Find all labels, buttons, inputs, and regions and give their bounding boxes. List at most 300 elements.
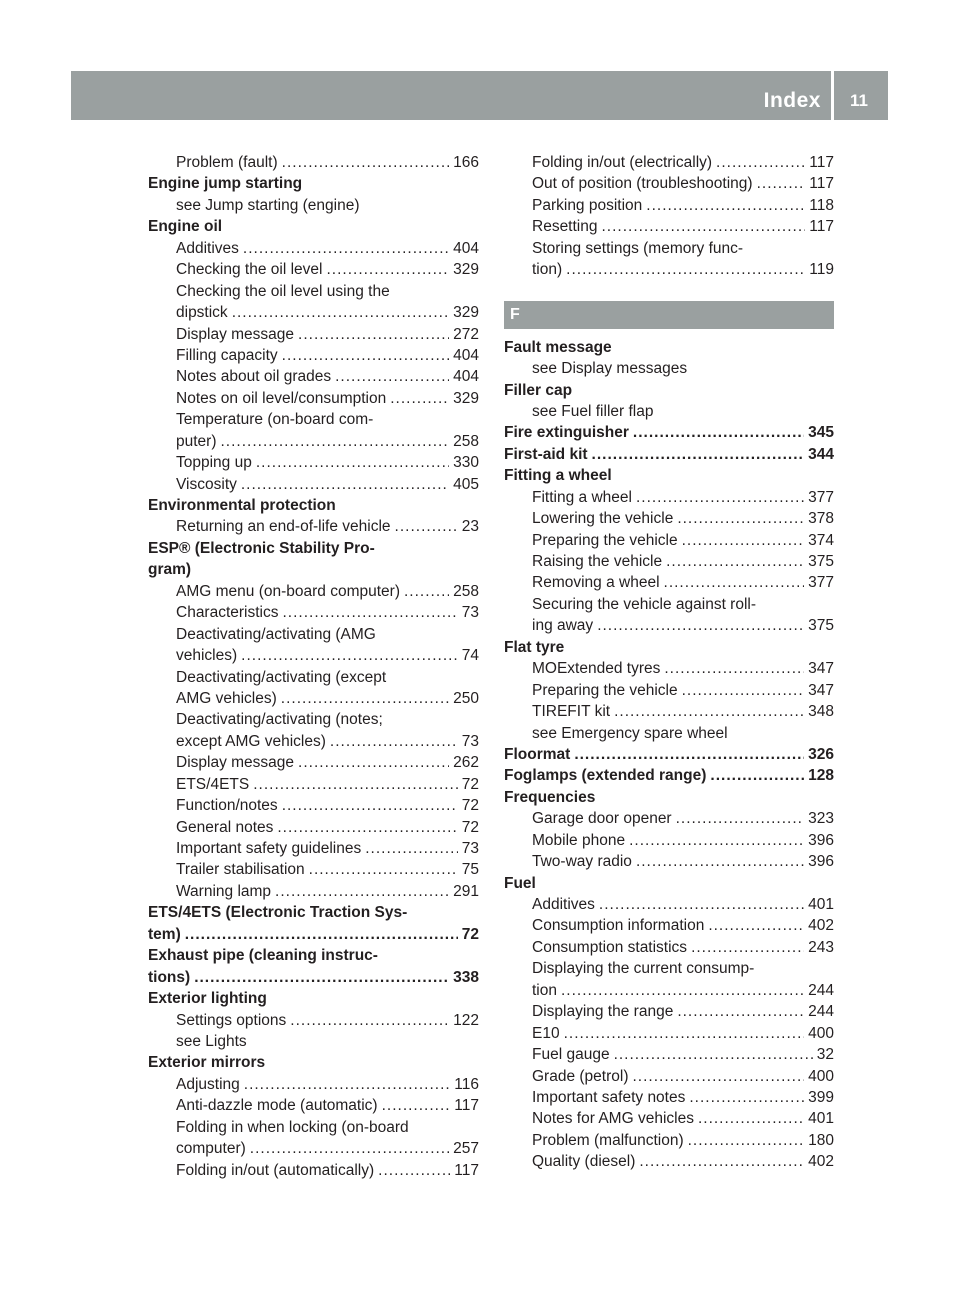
page-reference[interactable]: 347 bbox=[808, 681, 834, 699]
index-heading bbox=[148, 1052, 479, 1073]
entry-label: Raising the vehicle bbox=[532, 553, 663, 570]
entry-label: Checking the oil level bbox=[176, 261, 323, 279]
entry-label: Checking the oil level using the bbox=[176, 282, 390, 300]
page-reference[interactable]: 122 bbox=[453, 1011, 479, 1029]
entry-label: Important safety notes bbox=[532, 1088, 686, 1106]
entry-label: Problem (malfunction) bbox=[532, 1131, 684, 1149]
page-reference[interactable]: 348 bbox=[808, 703, 834, 721]
dot-leader bbox=[601, 216, 805, 237]
dot-leader bbox=[382, 1095, 451, 1116]
page-reference[interactable]: 116 bbox=[454, 1075, 479, 1093]
page-reference[interactable]: 402 bbox=[808, 1153, 834, 1171]
index-heading bbox=[504, 873, 834, 894]
dot-leader bbox=[666, 551, 804, 572]
page-reference[interactable]: 73 bbox=[461, 840, 479, 857]
header-title: Index bbox=[763, 89, 821, 112]
entry-label: Frequencies bbox=[504, 788, 596, 806]
page-reference[interactable]: 128 bbox=[808, 767, 834, 785]
dot-leader bbox=[566, 259, 805, 280]
entry-label: Fire extinguisher bbox=[504, 424, 629, 442]
index-entry[interactable] bbox=[504, 701, 834, 722]
index-entry bbox=[148, 1117, 479, 1138]
dot-leader bbox=[365, 838, 458, 859]
entry-label: Storing settings (memory func- bbox=[532, 239, 744, 257]
entry-label: Securing the vehicle against roll- bbox=[532, 595, 757, 613]
page-reference[interactable]: 375 bbox=[808, 617, 834, 635]
entry-label: gram) bbox=[148, 561, 192, 579]
index-heading bbox=[148, 495, 479, 516]
page-reference[interactable]: 75 bbox=[461, 861, 479, 879]
index-entry[interactable] bbox=[148, 859, 479, 880]
dot-leader bbox=[689, 1087, 804, 1108]
dot-leader bbox=[256, 452, 449, 473]
dot-leader bbox=[283, 602, 458, 623]
entry-label: Fuel gauge bbox=[532, 1046, 610, 1064]
index-entry bbox=[504, 723, 834, 744]
dot-leader bbox=[682, 680, 805, 701]
index-entry[interactable] bbox=[504, 1108, 834, 1129]
index-entry bbox=[504, 958, 834, 979]
index-entry[interactable] bbox=[148, 238, 479, 259]
index-heading bbox=[504, 637, 834, 658]
entry-label: Consumption statistics bbox=[532, 938, 688, 956]
index-heading bbox=[148, 173, 479, 194]
entry-label: Trailer stabilisation bbox=[176, 861, 305, 879]
entry-label: TIREFIT kit bbox=[532, 703, 611, 721]
entry-label: vehicles) bbox=[176, 647, 238, 665]
page-reference[interactable]: 72 bbox=[461, 775, 479, 793]
index-entry[interactable] bbox=[148, 645, 479, 666]
index-entry bbox=[148, 409, 479, 430]
entry-label: ing away bbox=[532, 617, 594, 635]
dot-leader bbox=[633, 422, 804, 443]
entry-label: Engine jump starting bbox=[148, 175, 303, 193]
index-entry[interactable] bbox=[148, 581, 479, 602]
index-entry[interactable] bbox=[148, 366, 479, 387]
entry-label: Fitting a wheel bbox=[504, 467, 612, 485]
page-reference[interactable]: 396 bbox=[808, 831, 834, 849]
dot-leader bbox=[597, 615, 804, 636]
page-reference[interactable]: 72 bbox=[461, 925, 479, 943]
index-entry[interactable] bbox=[504, 551, 834, 572]
dot-leader bbox=[676, 808, 805, 829]
entry-label: Fuel bbox=[504, 874, 536, 892]
entry-label: Warning lamp bbox=[176, 882, 272, 900]
entry-label: Lowering the vehicle bbox=[532, 510, 674, 528]
page-reference[interactable]: 377 bbox=[808, 488, 834, 506]
dot-leader bbox=[282, 795, 458, 816]
entry-label: tion bbox=[532, 981, 557, 999]
entry-label: see Lights bbox=[176, 1032, 247, 1050]
dot-leader bbox=[281, 688, 449, 709]
entry-label: computer) bbox=[176, 1140, 246, 1158]
index-entry[interactable] bbox=[504, 658, 834, 679]
dot-leader bbox=[757, 173, 806, 194]
page-reference[interactable]: 32 bbox=[816, 1046, 834, 1064]
dot-leader bbox=[232, 302, 449, 323]
entry-label: dipstick bbox=[176, 304, 228, 322]
dot-leader bbox=[664, 572, 805, 593]
index-heading bbox=[504, 380, 834, 401]
index-heading bbox=[148, 559, 479, 580]
entry-label: Notes about oil grades bbox=[176, 368, 332, 386]
page-reference[interactable]: 329 bbox=[453, 261, 479, 279]
entry-label: Exterior mirrors bbox=[148, 1054, 266, 1072]
index-entry[interactable] bbox=[504, 937, 834, 958]
dot-leader bbox=[636, 487, 804, 508]
index-entry[interactable] bbox=[148, 152, 479, 173]
dot-leader bbox=[275, 881, 449, 902]
entry-label: Characteristics bbox=[176, 604, 279, 622]
index-entry bbox=[148, 667, 479, 688]
dot-leader bbox=[395, 516, 458, 537]
page-reference[interactable]: 74 bbox=[461, 647, 479, 665]
entry-label: Deactivating/activating (notes; bbox=[176, 711, 383, 729]
index-entry bbox=[504, 594, 834, 615]
entry-label: Temperature (on-board com- bbox=[176, 411, 374, 429]
index-entry[interactable] bbox=[148, 516, 479, 537]
page-reference[interactable]: 329 bbox=[453, 304, 479, 322]
page-reference[interactable]: 117 bbox=[454, 1097, 479, 1115]
dot-leader bbox=[592, 444, 805, 465]
entry-label: Preparing the vehicle bbox=[532, 681, 678, 699]
index-entry[interactable] bbox=[148, 259, 479, 280]
page-reference[interactable]: 117 bbox=[809, 175, 834, 193]
entry-label: Parking position bbox=[532, 196, 643, 214]
entry-label: Display message bbox=[176, 325, 295, 343]
entry-label: First-aid kit bbox=[504, 445, 588, 463]
dot-leader bbox=[574, 744, 804, 765]
page-reference[interactable]: 23 bbox=[461, 518, 479, 536]
index-entry[interactable] bbox=[504, 487, 834, 508]
page-reference[interactable]: 378 bbox=[808, 510, 834, 528]
index-entry[interactable] bbox=[148, 431, 479, 452]
index-entry[interactable] bbox=[148, 881, 479, 902]
index-heading bbox=[504, 337, 834, 358]
index-entry[interactable] bbox=[504, 1066, 834, 1087]
page-reference[interactable]: 401 bbox=[808, 1110, 834, 1128]
page-header bbox=[71, 71, 888, 120]
entry-label: Mobile phone bbox=[532, 831, 626, 849]
dot-leader bbox=[646, 195, 805, 216]
page-reference[interactable]: 377 bbox=[808, 574, 834, 592]
dot-leader bbox=[698, 1108, 804, 1129]
index-heading bbox=[148, 216, 479, 237]
entry-label: Out of position (troubleshooting) bbox=[532, 175, 753, 193]
page-reference[interactable]: 338 bbox=[453, 968, 479, 986]
page-reference[interactable]: 291 bbox=[453, 882, 479, 900]
page-reference[interactable]: 345 bbox=[808, 424, 834, 442]
entry-label: Anti-dazzle mode (automatic) bbox=[176, 1097, 378, 1115]
entry-label: Deactivating/activating (except bbox=[176, 668, 387, 686]
dot-leader bbox=[378, 1160, 450, 1181]
page-reference[interactable]: 117 bbox=[454, 1161, 479, 1179]
dot-leader bbox=[282, 152, 449, 173]
dot-leader bbox=[636, 851, 804, 872]
entry-label: AMG vehicles) bbox=[176, 689, 277, 707]
page-reference[interactable]: 244 bbox=[808, 1003, 834, 1021]
dot-leader bbox=[330, 731, 458, 752]
entry-label: see Fuel filler flap bbox=[532, 402, 654, 420]
entry-label: Exterior lighting bbox=[148, 990, 267, 1008]
entry-label: Removing a wheel bbox=[532, 574, 660, 592]
index-entry[interactable] bbox=[504, 259, 834, 280]
index-heading bbox=[504, 787, 834, 808]
index-entry[interactable] bbox=[504, 1023, 834, 1044]
entry-label: Settings options bbox=[176, 1011, 287, 1029]
entry-label: Important safety guidelines bbox=[176, 840, 362, 857]
index-entry[interactable] bbox=[504, 216, 834, 237]
page-reference[interactable]: 405 bbox=[453, 475, 479, 493]
index-entry[interactable] bbox=[148, 1160, 479, 1181]
index-entry[interactable] bbox=[148, 838, 479, 859]
index-entry[interactable] bbox=[504, 508, 834, 529]
entry-label: Notes on oil level/consumption bbox=[176, 389, 387, 407]
index-entry[interactable] bbox=[148, 1138, 479, 1159]
page-reference[interactable]: 401 bbox=[808, 896, 834, 913]
entry-label: E10 bbox=[532, 1024, 560, 1042]
page-reference[interactable]: 404 bbox=[453, 346, 479, 364]
index-entry[interactable] bbox=[504, 195, 834, 216]
dot-leader bbox=[241, 645, 458, 666]
page-reference[interactable]: 119 bbox=[809, 261, 834, 279]
page-reference[interactable]: 326 bbox=[808, 745, 834, 763]
index-entry bbox=[504, 401, 834, 422]
index-entry[interactable] bbox=[148, 474, 479, 495]
entry-label: ETS/4ETS (Electronic Traction Sys- bbox=[148, 904, 408, 922]
entry-label: Grade (petrol) bbox=[532, 1067, 629, 1085]
entry-label: General notes bbox=[176, 818, 274, 836]
entry-label: Resetting bbox=[532, 218, 598, 236]
dot-leader bbox=[221, 431, 450, 452]
dot-leader bbox=[691, 937, 804, 958]
index-entry[interactable] bbox=[148, 817, 479, 838]
entry-label: Two-way radio bbox=[532, 853, 632, 871]
index-heading[interactable] bbox=[504, 422, 834, 443]
index-entry[interactable] bbox=[504, 1044, 834, 1065]
dot-leader bbox=[335, 366, 449, 387]
index-heading[interactable] bbox=[148, 924, 479, 945]
dot-leader bbox=[677, 1001, 804, 1022]
index-entry[interactable] bbox=[504, 572, 834, 593]
index-entry[interactable] bbox=[504, 980, 834, 1001]
page-reference[interactable]: 257 bbox=[453, 1140, 479, 1158]
entry-label: see Display messages bbox=[532, 360, 688, 378]
dot-leader bbox=[250, 1138, 449, 1159]
index-entry[interactable] bbox=[504, 851, 834, 872]
entry-label: Flat tyre bbox=[504, 638, 565, 656]
page-reference[interactable]: 72 bbox=[461, 797, 479, 815]
index-list-right-bottom bbox=[504, 337, 834, 1173]
dot-leader bbox=[677, 508, 804, 529]
page-reference[interactable]: 258 bbox=[453, 432, 479, 450]
index-entry[interactable] bbox=[148, 388, 479, 409]
dot-leader bbox=[185, 924, 458, 945]
page-reference[interactable]: 396 bbox=[808, 853, 834, 871]
entry-label: Returning an end-of-life vehicle bbox=[176, 518, 391, 536]
index-entry[interactable] bbox=[148, 1095, 479, 1116]
dot-leader bbox=[688, 1130, 805, 1151]
index-entry[interactable] bbox=[148, 774, 479, 795]
index-entry[interactable] bbox=[148, 1010, 479, 1031]
index-entry[interactable] bbox=[504, 1087, 834, 1108]
entry-label: Garage door opener bbox=[532, 810, 672, 828]
dot-leader bbox=[290, 1010, 449, 1031]
dot-leader bbox=[561, 980, 804, 1001]
page-reference[interactable]: 117 bbox=[809, 154, 834, 171]
page-reference[interactable]: 272 bbox=[453, 325, 479, 343]
index-entry[interactable] bbox=[148, 345, 479, 366]
entry-label: Folding in/out (automatically) bbox=[176, 1161, 375, 1179]
index-heading[interactable] bbox=[148, 967, 479, 988]
index-list-right-top bbox=[504, 152, 834, 281]
dot-leader bbox=[390, 388, 449, 409]
page-reference[interactable]: 180 bbox=[808, 1131, 834, 1149]
page-reference[interactable]: 375 bbox=[808, 553, 834, 570]
index-entry[interactable] bbox=[148, 731, 479, 752]
dot-leader bbox=[710, 765, 804, 786]
entry-label: Filling capacity bbox=[176, 346, 278, 364]
entry-label: Foglamps (extended range) bbox=[504, 767, 707, 785]
entry-label: Additives bbox=[176, 239, 239, 257]
page-reference[interactable]: 250 bbox=[453, 689, 479, 707]
entry-label: Environmental protection bbox=[148, 497, 336, 514]
page-reference[interactable]: 402 bbox=[808, 917, 834, 935]
index-entry bbox=[148, 195, 479, 216]
page-reference[interactable]: 400 bbox=[808, 1024, 834, 1042]
dot-leader bbox=[682, 530, 805, 551]
index-entry[interactable] bbox=[504, 830, 834, 851]
index-entry bbox=[148, 1031, 479, 1052]
dot-leader bbox=[309, 859, 458, 880]
index-entry[interactable] bbox=[504, 894, 834, 915]
entry-label: tem) bbox=[148, 925, 181, 943]
index-entry[interactable] bbox=[148, 795, 479, 816]
index-entry[interactable] bbox=[504, 915, 834, 936]
entry-label: Viscosity bbox=[176, 475, 237, 493]
index-entry[interactable] bbox=[504, 808, 834, 829]
index-entry[interactable] bbox=[148, 1074, 479, 1095]
page-reference[interactable]: 323 bbox=[808, 810, 834, 828]
index-heading[interactable] bbox=[504, 444, 834, 465]
page-number: 11 bbox=[850, 91, 868, 110]
entry-label: Function/notes bbox=[176, 797, 278, 815]
index-entry[interactable] bbox=[504, 1151, 834, 1172]
dot-leader bbox=[639, 1151, 804, 1172]
entry-label: Filler cap bbox=[504, 381, 573, 399]
dot-leader bbox=[614, 701, 804, 722]
entry-label: Folding in/out (electrically) bbox=[532, 154, 713, 171]
index-entry[interactable] bbox=[148, 452, 479, 473]
dot-leader bbox=[716, 152, 805, 173]
page-reference[interactable]: 117 bbox=[809, 218, 834, 236]
index-entry bbox=[148, 281, 479, 302]
page-reference[interactable]: 244 bbox=[808, 981, 834, 999]
page-reference[interactable]: 400 bbox=[808, 1067, 834, 1085]
entry-label: Deactivating/activating (AMG bbox=[176, 625, 376, 643]
entry-label: Floormat bbox=[504, 745, 571, 763]
index-entry[interactable] bbox=[504, 680, 834, 701]
page-reference[interactable]: 330 bbox=[453, 454, 479, 472]
entry-label: AMG menu (on-board computer) bbox=[176, 582, 400, 600]
entry-label: tions) bbox=[148, 968, 191, 986]
dot-leader bbox=[277, 817, 457, 838]
index-entry[interactable] bbox=[148, 324, 479, 345]
index-entry bbox=[504, 238, 834, 259]
index-entry[interactable] bbox=[504, 1001, 834, 1022]
entry-label: Topping up bbox=[176, 454, 252, 472]
page-reference[interactable]: 404 bbox=[453, 239, 479, 257]
entry-label: ETS/4ETS bbox=[176, 775, 250, 793]
dot-leader bbox=[244, 1074, 451, 1095]
page-reference[interactable]: 399 bbox=[808, 1088, 834, 1106]
page-reference[interactable]: 73 bbox=[461, 604, 479, 622]
entry-label: tion) bbox=[532, 261, 563, 279]
index-entry bbox=[504, 358, 834, 379]
page-reference[interactable]: 404 bbox=[453, 368, 479, 386]
entry-label: Preparing the vehicle bbox=[532, 531, 678, 549]
page-reference[interactable]: 374 bbox=[808, 531, 834, 549]
page-reference[interactable]: 344 bbox=[808, 445, 834, 463]
dot-leader bbox=[194, 967, 449, 988]
dot-leader bbox=[404, 581, 449, 602]
page-reference[interactable]: 258 bbox=[453, 582, 479, 600]
entry-label: Folding in when locking (on-board bbox=[176, 1118, 409, 1136]
dot-leader bbox=[614, 1044, 813, 1065]
dot-leader bbox=[282, 345, 449, 366]
page-reference[interactable]: 118 bbox=[809, 196, 834, 214]
index-entry[interactable] bbox=[148, 302, 479, 323]
dot-leader bbox=[564, 1023, 805, 1044]
index-entry[interactable] bbox=[504, 152, 834, 173]
entry-label: Displaying the range bbox=[532, 1003, 674, 1021]
index-heading bbox=[504, 465, 834, 486]
dot-leader bbox=[599, 894, 804, 915]
page-reference[interactable]: 73 bbox=[461, 732, 479, 750]
index-heading[interactable] bbox=[504, 744, 834, 765]
index-entry[interactable] bbox=[148, 688, 479, 709]
index-heading[interactable] bbox=[504, 765, 834, 786]
page-reference[interactable]: 262 bbox=[453, 754, 479, 772]
entry-label: Fault message bbox=[504, 338, 612, 356]
page-reference[interactable]: 72 bbox=[461, 818, 479, 836]
dot-leader bbox=[664, 658, 804, 679]
entry-label: Additives bbox=[532, 896, 595, 913]
page-reference[interactable]: 329 bbox=[453, 389, 479, 407]
page-reference[interactable]: 243 bbox=[808, 938, 834, 956]
dot-leader bbox=[632, 1066, 804, 1087]
dot-leader bbox=[298, 324, 449, 345]
index-entry[interactable] bbox=[148, 752, 479, 773]
dot-leader bbox=[326, 259, 449, 280]
entry-label: except AMG vehicles) bbox=[176, 732, 326, 750]
entry-label: Display message bbox=[176, 754, 295, 772]
entry-label: puter) bbox=[176, 432, 217, 450]
entry-label: Quality (diesel) bbox=[532, 1153, 636, 1171]
entry-label: see Jump starting (engine) bbox=[176, 196, 360, 214]
index-entry[interactable] bbox=[504, 173, 834, 194]
index-entry[interactable] bbox=[504, 615, 834, 636]
index-entry[interactable] bbox=[148, 602, 479, 623]
page-reference[interactable]: 347 bbox=[808, 660, 834, 678]
page-reference[interactable]: 166 bbox=[453, 154, 479, 171]
entry-label: Displaying the current consump- bbox=[532, 960, 755, 978]
index-entry[interactable] bbox=[504, 1130, 834, 1151]
entry-label: Problem (fault) bbox=[176, 154, 278, 171]
index-column-right bbox=[504, 152, 834, 1173]
index-entry bbox=[148, 624, 479, 645]
index-entry[interactable] bbox=[504, 530, 834, 551]
